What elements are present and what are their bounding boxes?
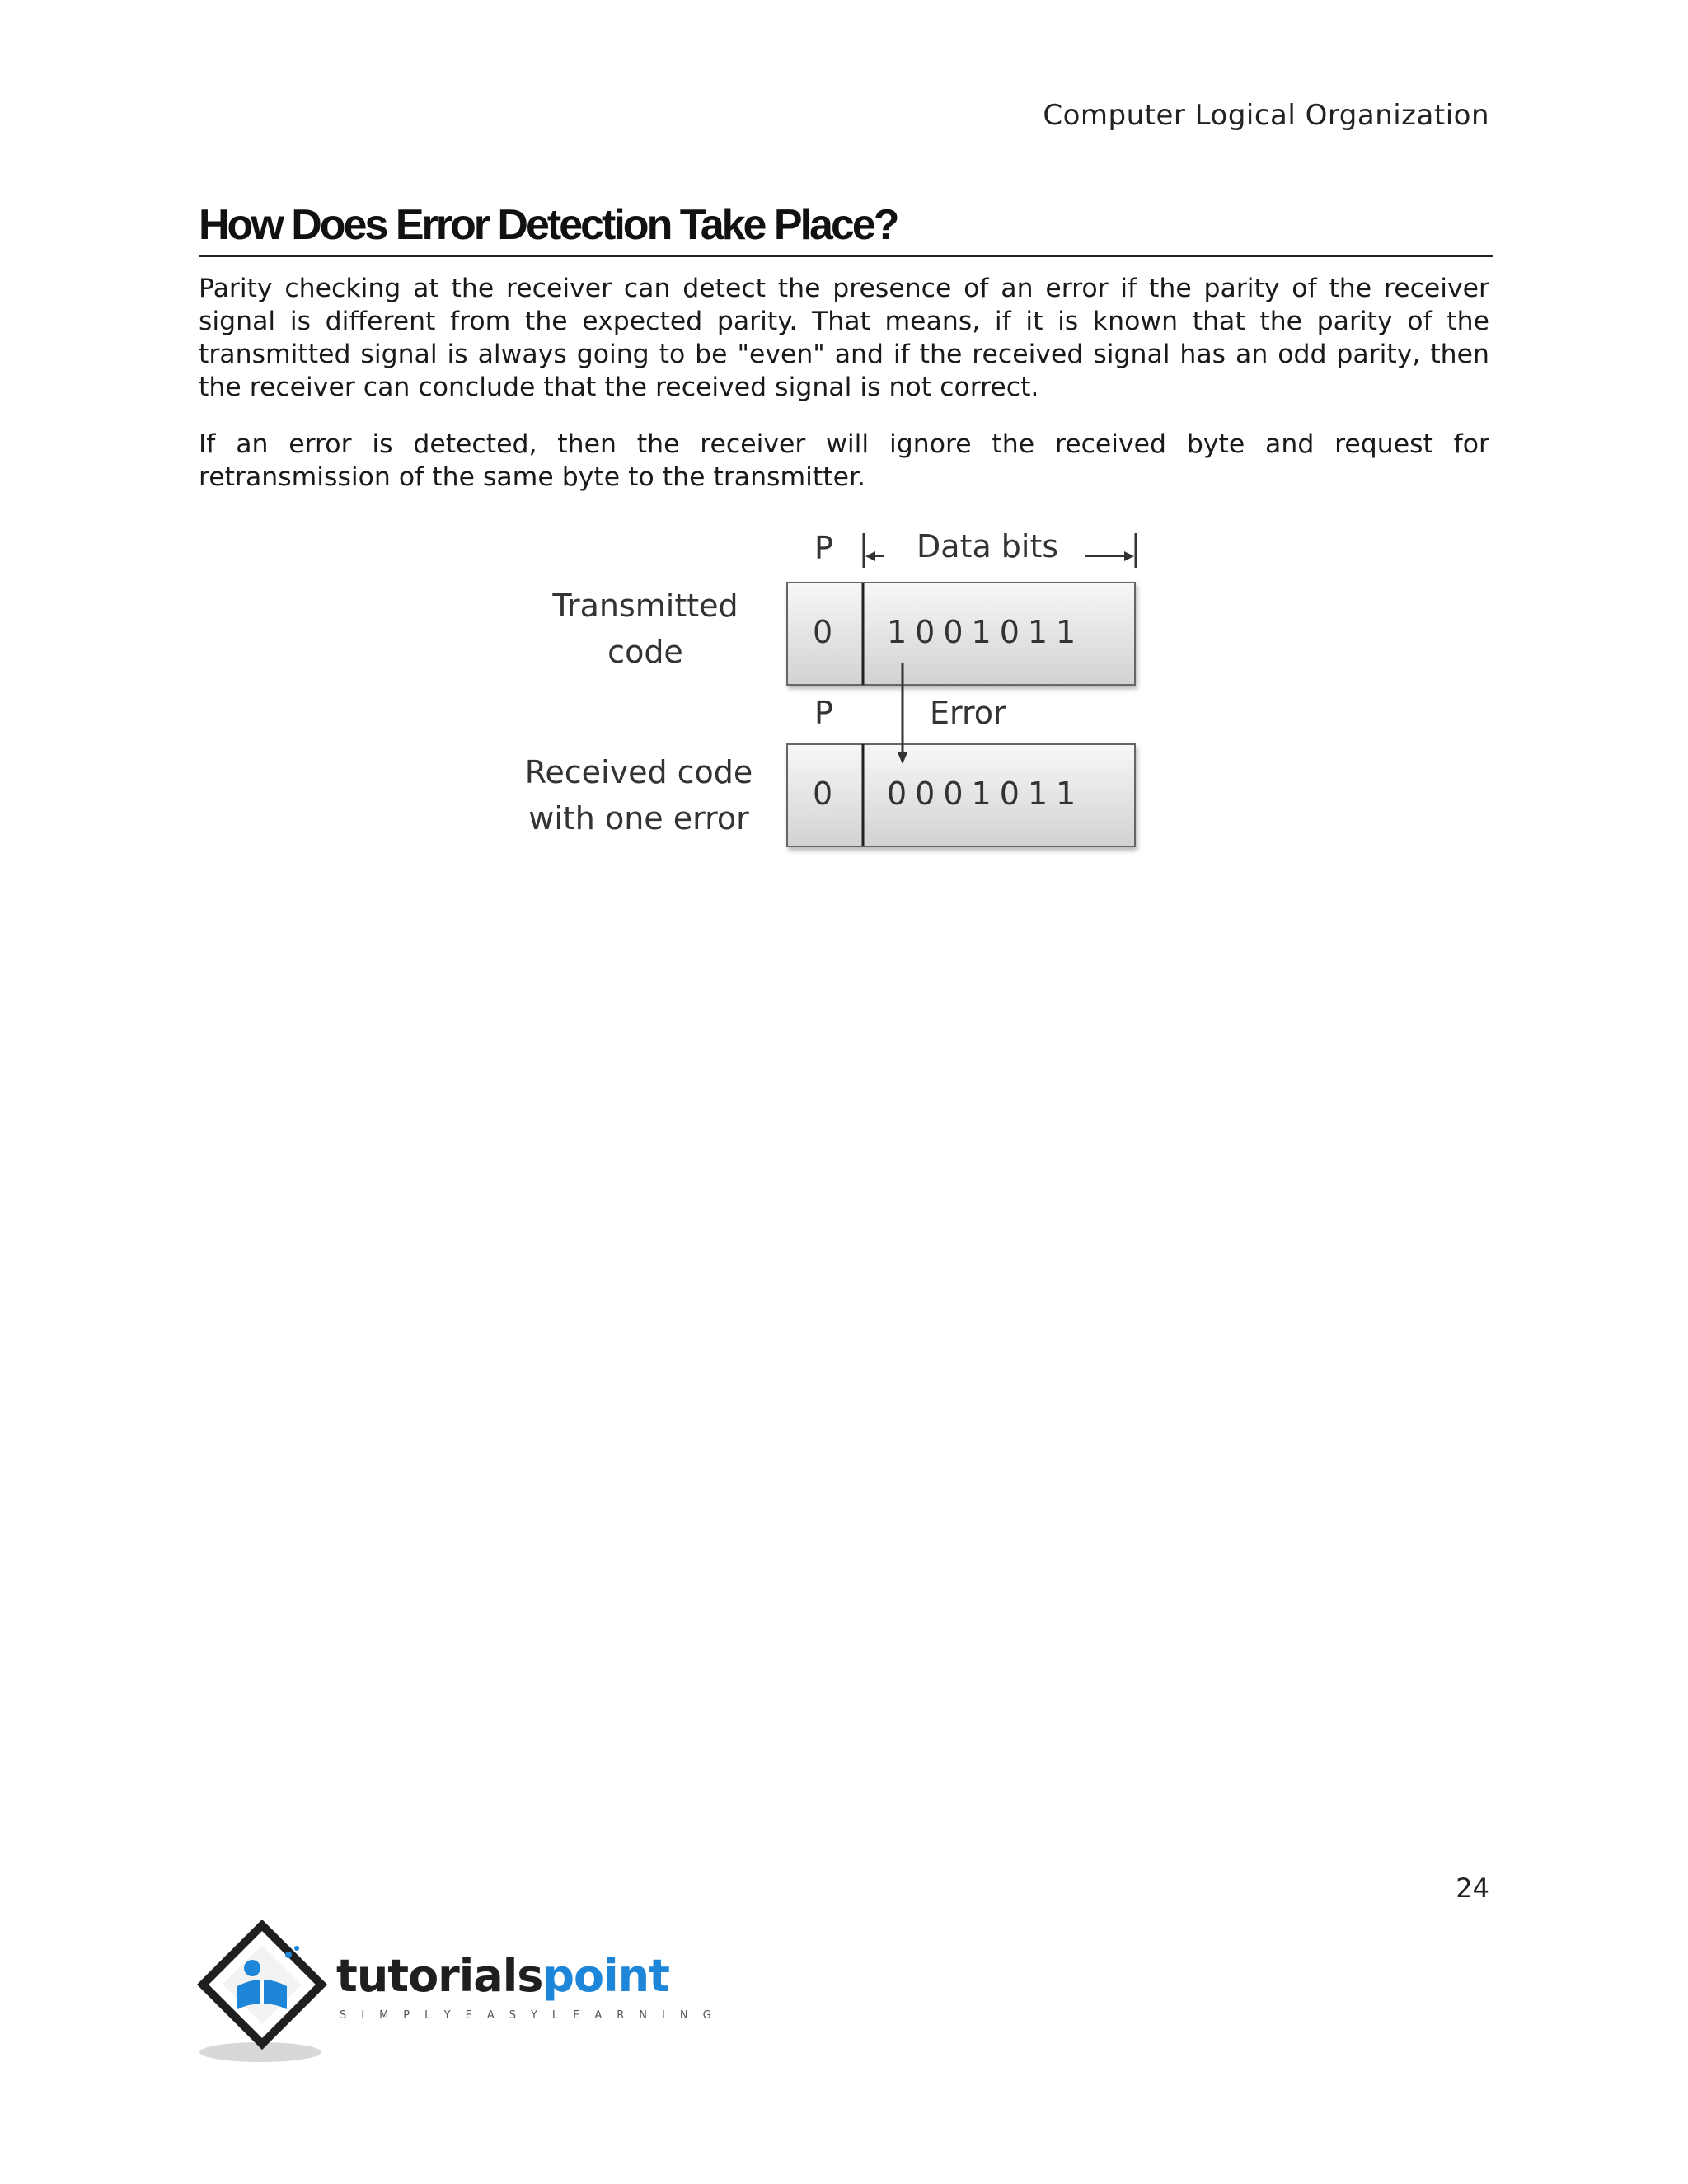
body-paragraph: If an error is detected, then the receiver will ignore the received byte and request for retransmission of the same byte to the transmitter. (199, 429, 1489, 492)
received-data-bits: 0001011 (887, 776, 1085, 812)
data-bits-label: Data bits (917, 528, 1059, 565)
page-number: 24 (1456, 1872, 1489, 1904)
parity-label-bottom: P (814, 695, 833, 731)
logo-diamond-icon (191, 1920, 340, 2069)
transmitted-code-label (551, 583, 740, 675)
error-label: Error (930, 695, 1006, 731)
tutorialspoint-logo (191, 1920, 726, 2069)
received-parity-bit: 0 (813, 776, 833, 812)
body-paragraph: Parity checking at the receiver can detect the presence of an error if the parity of the receiver signal is different from the expected parity. That means, if it is known that the parity of the transmitted signal is always going to be "even" and if the received signal has an odd parity, then the receiver can conclude that the received signal is not correct. (199, 274, 1489, 402)
logo-word-dark: tutorials (336, 1950, 543, 2002)
parity-error-diagram (503, 515, 1162, 869)
logo-word-blue: point (542, 1950, 669, 2002)
logo-tagline: SIMPLYEASYLEARNING (340, 2009, 726, 2022)
received-code-text: Received code with one error (524, 754, 753, 837)
running-header: Computer Logical Organization (1043, 99, 1489, 132)
transmitted-parity-bit: 0 (813, 614, 833, 650)
transmitted-code-text: Transmitted code (552, 588, 738, 670)
received-code-label (511, 749, 767, 841)
transmitted-data-bits: 1001011 (887, 614, 1085, 650)
logo-wordmark (336, 1950, 669, 2002)
parity-label-top: P (814, 530, 833, 566)
section-heading: How Does Error Detection Take Place? (199, 198, 1493, 257)
